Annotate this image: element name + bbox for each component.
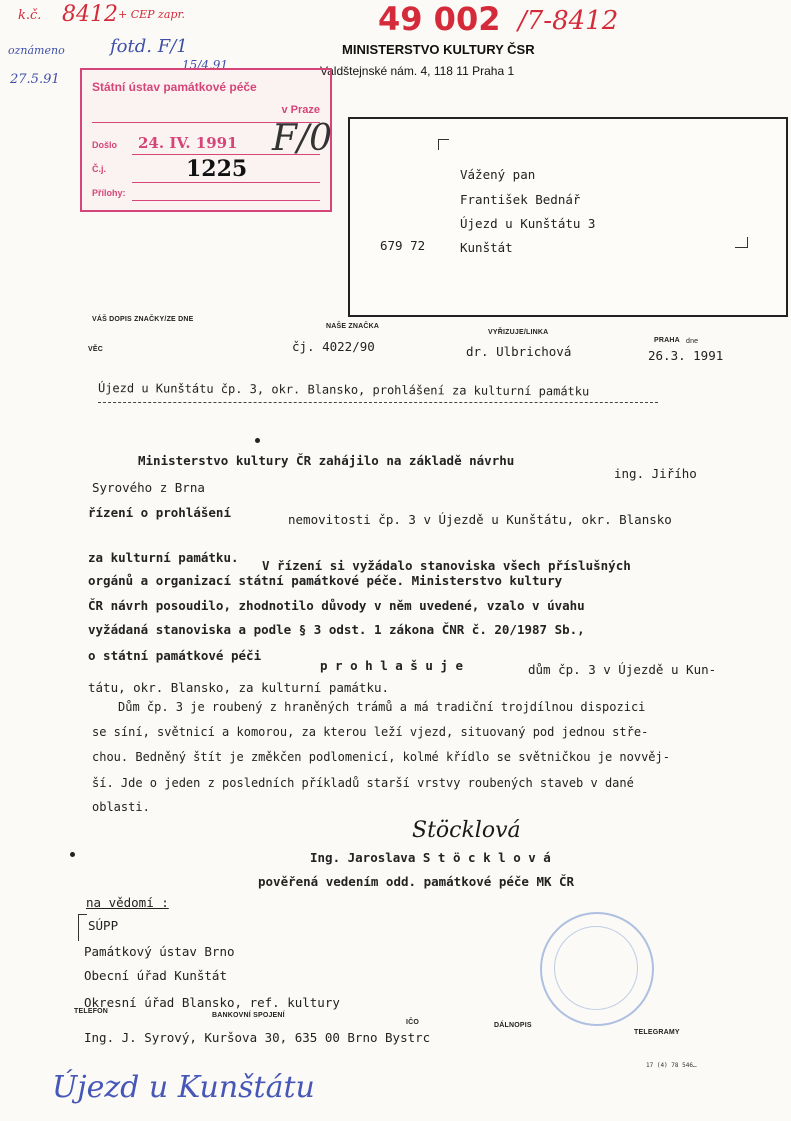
footer-ico-label: IČO <box>406 1019 420 1026</box>
cc-bracket <box>78 914 87 941</box>
recipient-city: Kunštát <box>460 240 513 255</box>
form-code: 17 (4) 78 546… <box>646 1062 697 1069</box>
recipient-name: František Bednář <box>460 192 581 207</box>
stamp-place: v Praze <box>281 104 320 116</box>
archive-stamp <box>540 912 654 1026</box>
body-line-5: orgánů a organizací státní památkové péče. Ministerstvo kultury <box>88 573 563 588</box>
handwritten-place-name: Újezd u Kunštátu <box>52 1070 315 1105</box>
handwritten-date: 27.5.91 <box>10 72 60 87</box>
body-para2-line-1: Dům čp. 3 je roubený z hraněných trámů a má tradiční trojdílnou dispozici <box>118 700 646 714</box>
reference-number: 49 002 <box>378 0 501 38</box>
stamp-title: Státní ústav památkové péče <box>92 80 257 94</box>
cc-item-1: SÚPP <box>88 918 119 933</box>
stamp-date-label: Došlo <box>92 140 118 150</box>
stamp-line <box>132 200 320 201</box>
stamp-attachments-label: Přílohy: <box>92 188 126 198</box>
ministry-address: Valdštejnské nám. 4, 118 11 Praha 1 <box>320 64 515 78</box>
bullet-dot <box>70 852 75 857</box>
footer-telegram-label: TELEGRAMY <box>634 1029 680 1036</box>
body-line-3b: nemovitosti čp. 3 v Újezdě u Kunštátu, okr. Blansko <box>288 512 672 527</box>
stamp-line <box>132 182 320 183</box>
corner-mark <box>438 139 449 150</box>
stamp-number-label: Č.j. <box>92 164 107 174</box>
body-line-3a: řízení o prohlášení <box>88 505 231 520</box>
letter-date: 26.3. 1991 <box>648 348 724 363</box>
recipient-salutation: Vážený pan <box>460 167 536 182</box>
ministry-name: MINISTERSTVO KULTURY ČSR <box>342 42 535 57</box>
footer-bank-label: BANKOVNÍ SPOJENÍ <box>212 1012 285 1019</box>
body-line-4a: za kulturní památku. <box>88 550 239 565</box>
stamp-number-value: 1225 <box>186 156 248 182</box>
cc-item-3: Obecní úřad Kunštát <box>84 968 227 983</box>
body-para2-line-2: se síní, světnicí a komorou, za kterou leží vjezd, situovaný pod jednou stře- <box>92 725 649 739</box>
signatory-name: Ing. Jaroslava S t ö c k l o v á <box>310 850 551 865</box>
body-line-7: vyžádaná stanoviska a podle § 3 odst. 1 zákona ČNR č. 20/1987 Sb., <box>88 622 585 637</box>
body-line-8b: p r o h l a š u j e <box>320 658 463 673</box>
handwritten-fotd: fotd. F/1 <box>110 36 188 57</box>
your-letter-label: VÁŠ DOPIS ZNAČKY/ZE DNE <box>92 316 194 323</box>
cc-item-4: Okresní úřad Blansko, ref. kultury <box>84 995 340 1010</box>
handled-by: dr. Ulbrichová <box>466 344 572 359</box>
handwritten-oznameno: oznámeno <box>8 44 65 57</box>
handwritten-date-2: 15/4.91 <box>182 58 229 72</box>
corner-mark <box>735 237 748 248</box>
cc-label: na vědomí : <box>86 895 169 910</box>
reference-suffix: /7-8412 <box>518 6 619 36</box>
body-line-9: tátu, okr. Blansko, za kulturní památku. <box>88 680 390 695</box>
stamp-handwritten-mark: F/0 <box>272 118 333 159</box>
handwritten-8412: 8412 <box>62 2 118 27</box>
body-line-6: ČR návrh posoudilo, zhodnotilo důvody v něm uvedené, vzalo v úvahu <box>88 598 585 613</box>
footer-telex-label: DÁLNOPIS <box>494 1022 532 1029</box>
footer-phone-label: TELEFON <box>74 1008 109 1015</box>
our-reference: čj. 4022/90 <box>292 339 375 354</box>
handwritten-kc: k.č. <box>18 8 42 23</box>
body-line-1b: ing. Jiřího <box>614 466 697 481</box>
subject-label: VĚC <box>88 346 103 353</box>
body-line-4b: V řízení si vyžádalo stanoviska všech příslušných <box>262 558 631 573</box>
city-label: PRAHA <box>654 337 680 344</box>
signature-scribble: Stöcklová <box>412 818 521 843</box>
cc-item-5: Ing. J. Syrový, Kuršova 30, 635 00 Brno Bystrc <box>84 1030 431 1045</box>
bullet-dot <box>255 438 260 443</box>
body-line-1: Ministerstvo kultury ČR zahájilo na základě návrhu <box>138 453 515 468</box>
body-line-2: Syrového z Brna <box>92 480 205 495</box>
archive-stamp-inner <box>554 926 638 1010</box>
cc-item-2: Památkový ústav Brno <box>84 944 235 959</box>
handwritten-cep: + CEP zapr. <box>118 8 185 21</box>
our-ref-label: NAŠE ZNAČKA <box>326 323 380 330</box>
subject-underline <box>98 402 658 403</box>
recipient-postcode: 679 72 <box>380 238 426 253</box>
body-line-8c: dům čp. 3 v Újezdě u Kun- <box>528 662 717 677</box>
body-para2-line-3: chou. Bedněný štít je změkčen podlomenicí, kolmé křídlo se světničkou je novvěj- <box>92 750 670 764</box>
subject-line: Újezd u Kunštátu čp. 3, okr. Blansko, prohlášení za kulturní památku <box>97 381 590 399</box>
body-line-8a: o státní památkové péči <box>88 648 262 663</box>
body-para2-line-5: oblasti. <box>92 800 150 814</box>
signatory-title: pověřená vedením odd. památkové péče MK ČR <box>258 874 575 889</box>
body-para2-line-4: ší. Jde o jeden z posledních příkladů starší vrstvy roubených staveb v dané <box>92 776 634 790</box>
stamp-date-value: 24. IV. 1991 <box>138 134 238 152</box>
recipient-street: Újezd u Kunštátu 3 <box>460 216 596 231</box>
handled-by-label: VYŘIZUJE/LINKA <box>488 329 549 336</box>
date-label: dne <box>686 338 699 345</box>
